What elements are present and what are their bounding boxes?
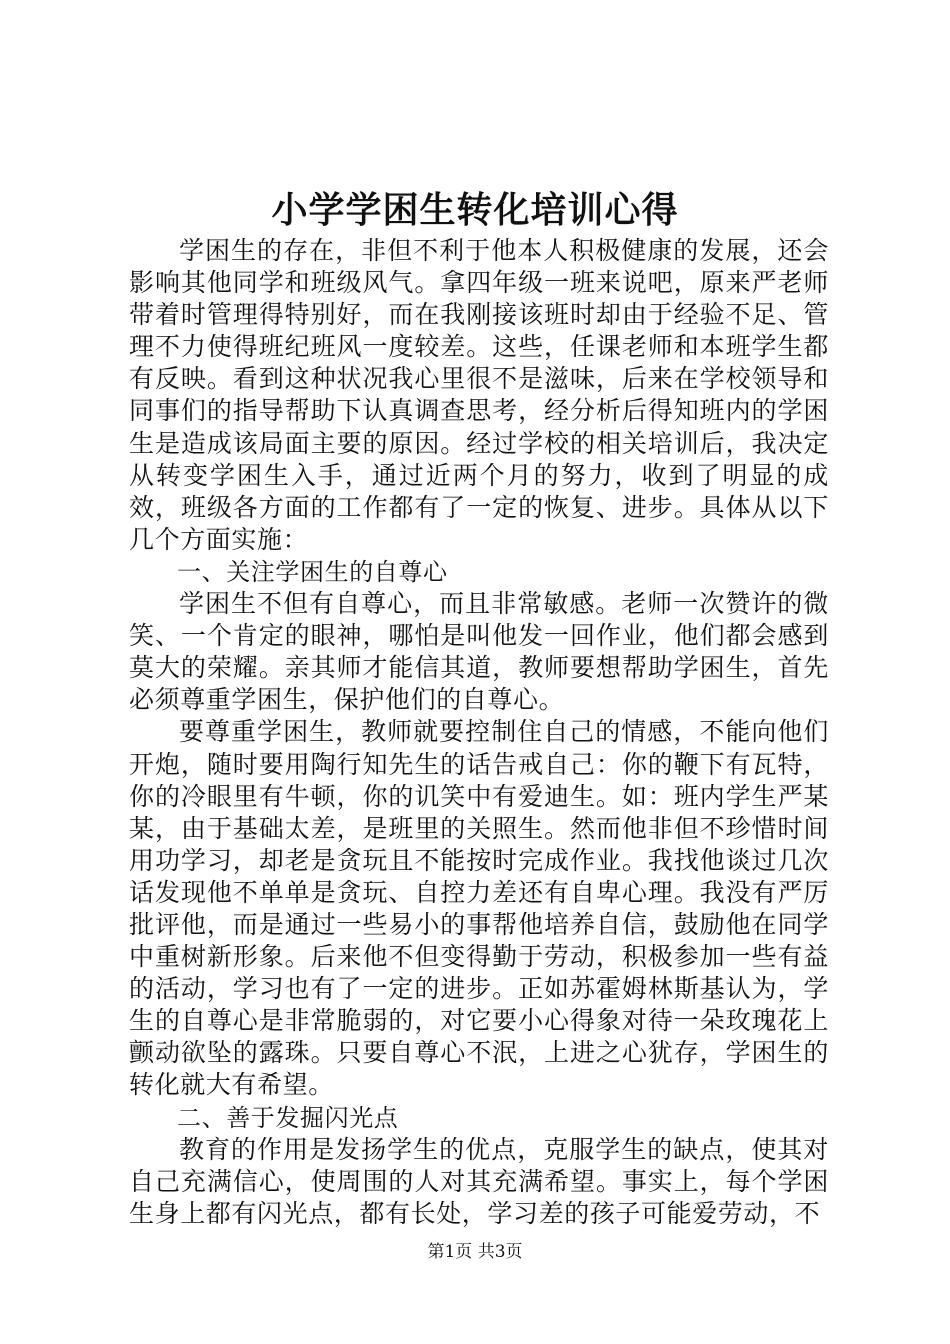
section-heading-2: 二、善于发掘闪光点 xyxy=(177,1103,399,1132)
page-footer: 第1页 共3页 xyxy=(427,1242,523,1262)
paragraph-respect: 要尊重学困生，教师就要控制住自己的情感，不能向他们开炮，随时要用陶行知先生的话告戒自己：你的鞭下有瓦特，你的冷眼里有牛顿，你的讥笑中有爱迪生。如：班内学生严某某，由于基础太差，是班里的关照生。然而他非但不珍惜时间用功学习，却老是贪玩且不能按时完成作业。我找他谈过几次话发现他不单单是贪玩、自控力差还有自卑心理。我没有严厉批评他，而是通过一些易小的事帮他培养自信，鼓励他在同学中重树新形象。后来他不但变得勤于劳动，积极参加一些有益的活动，学习也有了一定的进步。正如苏霍姆林斯基认为，学生的自尊心是非常脆弱的，对它要小心得象对待一朵玫瑰花上颤动欲坠的露珠。只要自尊心不泯，上进之心犹存，学困生的转化就大有希望。 xyxy=(129,717,829,1100)
paragraph-strengths: 教育的作用是发扬学生的优点，克服学生的缺点，使其对自己充满信心，使周围的人对其充满希望。事实上，每个学困生身上都有闪光点，都有长处，学习差的孩子可能爱劳动，不 xyxy=(129,1134,829,1228)
document-body xyxy=(129,235,829,1230)
paragraph-self-esteem: 学困生不但有自尊心，而且非常敏感。老师一次赞许的微笑、一个肯定的眼神，哪怕是叫他发一回作业，他们都会感到莫大的荣耀。亲其师才能信其道，教师要想帮助学困生，首先必须尊重学困生，保护他们的自尊心。 xyxy=(129,589,829,715)
page-title: 小学学困生转化培训心得 xyxy=(271,189,679,231)
paragraph-intro: 学困生的存在，非但不利于他本人积极健康的发展，还会影响其他同学和班级风气。拿四年级一班来说吧，原来严老师带着时管理得特别好，而在我刚接该班时却由于经验不足、管理不力使得班纪班风一度较差。这些，任课老师和本班学生都有反映。看到这种状况我心里很不是滋味，后来在学校领导和同事们的指导帮助下认真调查思考，经分析后得知班内的学困生是造成该局面主要的原因。经过学校的相关培训后，我决定从转变学困生入手，通过近两个月的努力，收到了明显的成效，班级各方面的工作都有了一定的恢复、进步。具体从以下几个方面实施： xyxy=(129,236,829,554)
section-heading-1: 一、关注学困生的自尊心 xyxy=(177,557,448,586)
